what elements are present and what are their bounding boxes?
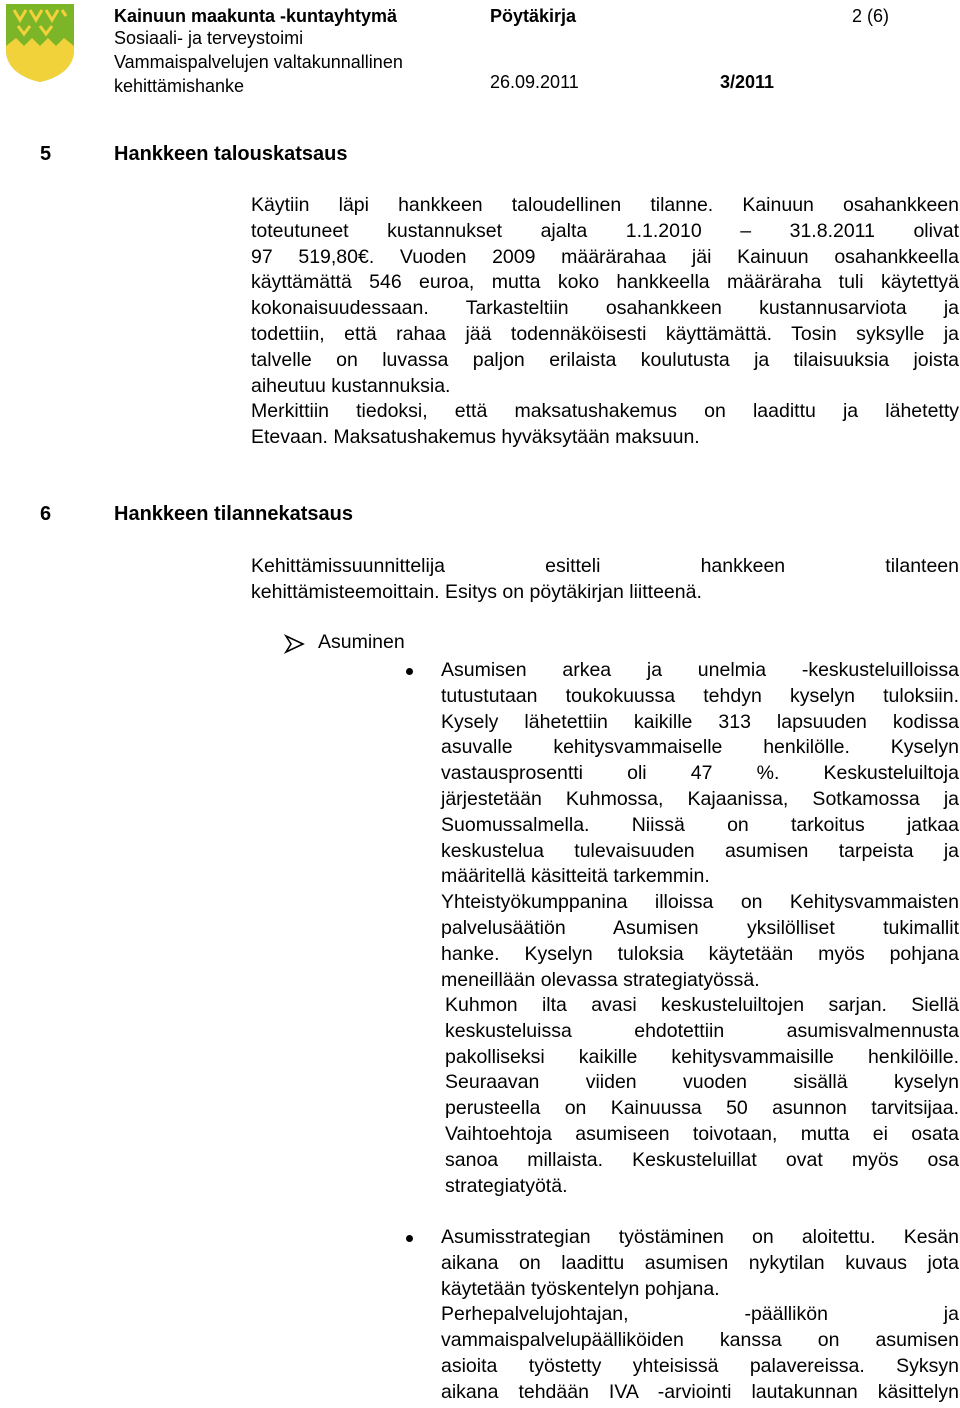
section-6-number: 6 <box>40 503 52 525</box>
meeting-date: 26.09.2011 <box>490 72 579 92</box>
text-line: Etevaan. Maksatushakemus hyväksytään maksuun. <box>251 426 700 449</box>
text-line: todettiin, että rahaa jää todennäköisesti käyttämättä. Tosin syksylle ja <box>251 322 959 345</box>
text-line: 97 519,80€. Vuoden 2009 määrärahaa jäi Kainuun osahankkeella <box>251 245 959 268</box>
text-line: Yhteistyökumppanina illoissa on Kehitysvammaisten <box>441 891 959 914</box>
section-5-number: 5 <box>40 143 52 165</box>
text-line: pakolliseksi kaikille kehitysvammaisille henkilöille. <box>445 1045 959 1068</box>
text-line: toteutuneet kustannukset ajalta 1.1.2010 – 31.8.2011 olivat <box>251 219 959 242</box>
meeting-number: 3/2011 <box>720 72 775 92</box>
department: Sosiaali- ja terveystoimi <box>114 28 304 48</box>
project-line-2: kehittämishanke <box>114 76 245 96</box>
text-line: tutustutaan toukokuussa tehdyn kyselyn tuloksiin. <box>441 684 959 707</box>
text-line: Seuraavan viiden vuoden sisällä kyselyn <box>445 1071 959 1094</box>
text-line: sanoa millaista. Keskusteluillat ovat myös osa <box>445 1148 959 1171</box>
page-number: 2 (6) <box>852 6 890 26</box>
text-line: Vaihtoehtoja asumiseen toivotaan, mutta ei osata <box>445 1122 959 1145</box>
text-line: Asumisen arkea ja unelmia -keskusteluilloissa <box>441 659 959 681</box>
text-line: strategiatyötä. <box>445 1174 568 1197</box>
section-5-title: Hankkeen talouskatsaus <box>114 143 348 165</box>
text-line: Kuhmon ilta avasi keskusteluiltojen sarjan. Siellä <box>445 994 959 1016</box>
text-line: Käytiin läpi hankkeen taloudellinen tilanne. Kainuun osahankkeen <box>251 194 959 216</box>
org-name: Kainuun maakunta -kuntayhtymä <box>114 6 398 26</box>
text-line: kokonaisuudessaan. Tarkasteltiin osahankkeen kustannusarviota ja <box>251 297 959 320</box>
text-line: Merkittiin tiedoksi, että maksatushakemus on laadittu ja lähetetty <box>251 400 959 423</box>
text-line: Asumisstrategian työstäminen on aloitettu. Kesän <box>441 1226 959 1248</box>
text-line: keskusteluissa ehdotettiin asumisvalmennusta <box>445 1019 959 1042</box>
section-5-paragraph <box>251 193 959 451</box>
text-line: palvelusäätiön Asumisen yksilölliset tukimallit <box>441 916 959 939</box>
bullet-2-text <box>441 1225 959 1406</box>
text-line: käytetään työskentelyn pohjana. <box>441 1277 720 1300</box>
section-6-paragraph <box>251 554 959 606</box>
text-line: vastausprosentti oli 47 %. Keskusteluiltoja <box>441 762 959 785</box>
bullet-1-continuation <box>445 993 959 1199</box>
text-line: aikana tehdään IVA -arviointi lautakunnan käsittelyn <box>441 1380 959 1403</box>
text-line: määritellä käsitteitä tarkemmin. <box>441 865 710 888</box>
bullet-dot-icon <box>406 668 413 675</box>
text-line: vammaispalvelupäälliköiden kanssa on asumisen <box>441 1329 959 1352</box>
coat-of-arms-logo <box>4 2 76 84</box>
text-line: talvelle on luvassa paljon erilaista koulutusta ja tilaisuuksia joista <box>251 348 959 371</box>
text-line: aiheutuu kustannuksia. <box>251 374 451 397</box>
doc-type: Pöytäkirja <box>490 6 577 26</box>
text-line: Suomussalmella. Niissä on tarkoitus jatkaa <box>441 813 959 836</box>
text-line: käyttämättä 546 euroa, mutta koko hankkeella määräraha tuli käytettyä <box>251 271 959 294</box>
text-line: asioita työstetty yhteisissä palavereissa. Syksyn <box>441 1354 959 1377</box>
project-line-1: Vammaispalvelujen valtakunnallinen <box>114 52 403 72</box>
text-line: perusteella on Kainuussa 50 asunnon tarvitsijaa. <box>445 1097 959 1120</box>
text-line: Kysely lähetettiin kaikille 313 lapsuuden kodissa <box>441 710 959 733</box>
text-line: aikana on laadittu asumisen nykytilan kuvaus jota <box>441 1251 959 1274</box>
text-line: kehittämisteemoittain. Esitys on pöytäkirjan liitteenä. <box>251 580 702 603</box>
arrow-bullet-icon <box>284 633 306 655</box>
text-line: Perhepalvelujohtajan, -päällikön ja <box>441 1303 959 1326</box>
text-line: keskustelua tulevaisuuden asumisen tarpeista ja <box>441 839 959 862</box>
topic-asuminen: Asuminen <box>318 631 405 653</box>
text-line: asuvalle kehitysvammaiselle henkilölle. Kyselyn <box>441 736 959 759</box>
section-6-title: Hankkeen tilannekatsaus <box>114 503 353 525</box>
text-line: hanke. Kyselyn tuloksia käytetään myös pohjana <box>441 942 959 965</box>
bullet-1-text <box>441 658 959 993</box>
text-line: järjestetään Kuhmossa, Kajaanissa, Sotkamossa ja <box>441 787 959 810</box>
text-line: Kehittämissuunnittelija esitteli hankkeen tilanteen <box>251 555 959 577</box>
text-line: meneillään olevassa strategiatyössä. <box>441 968 760 991</box>
bullet-dot-icon <box>406 1235 413 1242</box>
